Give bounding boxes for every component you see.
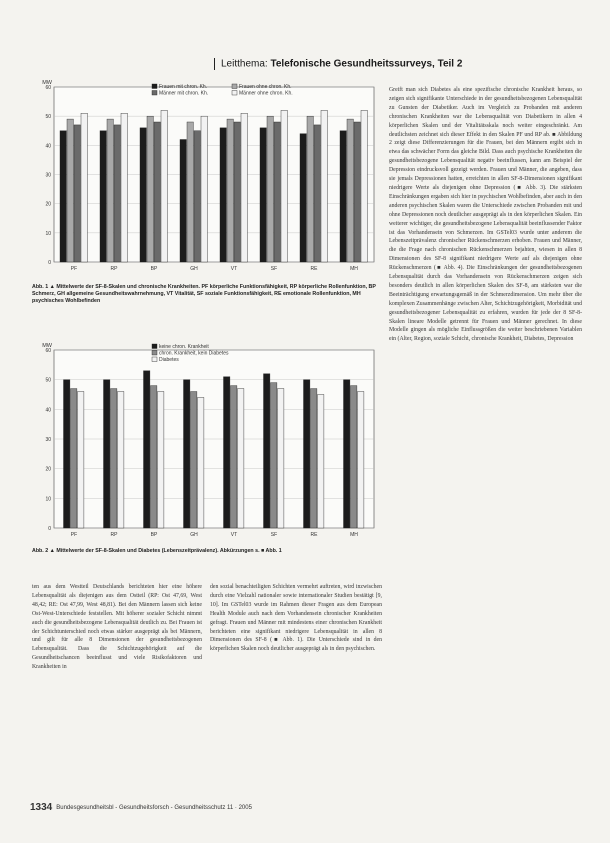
bar <box>318 395 324 529</box>
bar <box>238 389 244 528</box>
figure-2-caption: Abb. 2 ▲ Mittelwerte der SF-8-Skalen und Diabetes (Lebenszeitprävalenz). Abkürzungen s. ■ Abb. 1 <box>32 548 282 554</box>
bar <box>271 383 277 528</box>
bar <box>104 380 110 528</box>
x-tick-label: SF <box>270 532 278 538</box>
middle-text-column <box>210 583 382 793</box>
x-tick-label: GH <box>190 532 198 538</box>
bar <box>274 122 280 262</box>
bar <box>100 131 106 262</box>
bar <box>201 116 207 262</box>
y-tick-label: 10 <box>45 496 51 503</box>
bar <box>147 116 153 262</box>
bar <box>78 392 84 528</box>
x-tick-label: VT <box>230 266 238 272</box>
y-tick-label: 10 <box>45 230 51 237</box>
x-tick-label: PF <box>70 532 78 538</box>
bar <box>107 119 113 262</box>
running-header <box>214 58 462 70</box>
bar <box>260 128 266 262</box>
bar <box>67 119 73 262</box>
header-divider <box>214 58 215 70</box>
y-tick-label: 50 <box>45 377 51 384</box>
legend-swatch <box>152 91 157 96</box>
bar <box>158 392 164 528</box>
bar <box>71 389 77 528</box>
legend-label: Frauen mit chron. Kh. <box>159 84 208 91</box>
legend-swatch <box>232 91 237 96</box>
y-tick-label: 50 <box>45 114 51 121</box>
left-column-text: ten aus dem Westteil Deutschlands berichteten hier eine höhere Lebensqualität als diejenigen aus dem Ostteil (RP: Ost 47,69, West 48,42; RE: Ost 47,99, West 48,81). Bei den Männern lassen sich keine Ost-West-Unterschiede feststellen. Mit höherer sozialer Schicht nimmt auch die gesundheitsbezogene Lebensqualität deutlich zu. Bei Frauen ist der Schichtunterschied noch etwas stärker ausgeprägt als bei Männern, und gilt für alle 8 Dimensionen der gesundheitsbezogenen Lebensqualität. Dass die Schichtzugehörigkeit auf die Gesundheitschancen beeinflusst und viele Risikofaktoren und Krankheiten in <box>32 584 202 671</box>
legend-label: Frauen ohne chron. Kh. <box>239 84 292 91</box>
bar <box>74 125 80 262</box>
bar <box>231 386 237 528</box>
x-tick-label: VT <box>230 532 238 538</box>
left-text-column <box>32 583 202 793</box>
y-tick-label: 20 <box>45 201 51 208</box>
x-tick-label: BP <box>150 266 158 272</box>
y-axis-label: MW <box>42 343 52 349</box>
y-tick-label: 60 <box>45 85 51 91</box>
right-column-text: Greift man sich Diabetes als eine spezifische chronische Krankheit heraus, so zeigen sich signifikante Unterschiede in der gesundheitsbezogenen Lebensqualität zu Gunsten der Diabetiker. Auch im Vergleich zu Probanden mit anderen chronischen Krankheiten war die Lebensqualität von Diabetikern in allen 4 körperlichen Skalen und der Vitalitätsskala noch weiter eingeschränkt. Am deutlichsten zeichnet sich dieser Effekt in den Skalen PF und RP ab. ■ Abbildung 2 zeigt diese Differenzierungen für die Frauen, bei den Männern ergibt sich in etwa das schwächer Form das gleiche Bild. Dass auch psychische Krankheiten die gesundheitsbezogene Lebensqualität negativ beeinflussen, kann am Beispiel der Depression eindrucksvoll gezeigt werden. Frauen und Männer, die angeben, dass sie jemals Depressionen hatten, erreichten in allen SF-8-Dimensionen signifikant niedrigere Werte als diejenigen ohne Depression (■ Abb. 3). Die stärksten Einschränkungen ergaben sich hier in psychischen Wohlbefinden, aber auch in den anderen psychischen Skalen waren die Unterschiede zwischen Probanden mit und ohne Depressionen noch deutlicher ausgeprägt als in den körperlichen Skalen. Ein weiterer wichtiger, die gesundheitsbezogene Lebensqualität beeinflussender Faktor ist das Vorhandensein von Schmerzen. Im GSTel03 wurde unter anderem die Lebenszeitprävalenz chronischer Rückenschmerzen erhoben. Frauen und Männer, die die Frage nach chronischen Rückenschmerzen bejahten, wiesen in allen 8 Dimensionen des SF-8 signifikant niedrigere Werte auf als diejenigen ohne Rückenschmerzen (■ Abb. 4). Die Einschränkungen der gesundheitsbezogenen Lebensqualität durch das Vorhandensein von Rückenschmerzen zeigen sich besonders deutlich in allen körperlichen Skalen des SF-8, am stärksten war die Beeinträchtigung erwartungsgemäß in der Schmerzdimension. Um mehr über die komplexen Zusammenhänge zwischen Alter, Schichtzugehörigkeit, Morbidität und gesundheitsbezogener Lebensqualität zu erfahren, wurden für jede der 8 SF-8-Skalen lineare Modelle getrennt für Frauen und Männer gerechnet. In diese Modelle gingen als mögliche Einflussgrößen die weiter beschriebenen Variablen ein (Alter, Region, soziale Schicht, chronische Krankheit, Diabetes, Depression <box>389 87 582 343</box>
x-tick-label: RP <box>110 532 118 538</box>
right-text-column <box>389 86 582 792</box>
bar <box>151 386 157 528</box>
bar <box>224 377 230 528</box>
page-number: 1334 <box>30 802 53 813</box>
y-tick-label: 20 <box>45 466 51 473</box>
y-tick-label: 40 <box>45 407 51 414</box>
bar <box>220 128 226 262</box>
bar <box>234 122 240 262</box>
x-tick-label: PF <box>70 266 78 272</box>
page-footer <box>30 802 252 813</box>
figure-2-chart <box>32 340 382 550</box>
x-tick-label: RP <box>110 266 118 272</box>
y-tick-label: 30 <box>45 437 51 443</box>
x-tick-label: GH <box>190 266 198 272</box>
bar <box>354 122 360 262</box>
bar <box>111 389 117 528</box>
bar <box>194 131 200 262</box>
y-tick-label: 0 <box>48 260 51 266</box>
bar <box>351 386 357 528</box>
bar <box>307 116 313 262</box>
legend-label: chron. Krankheit, kein Diabetes <box>159 350 229 357</box>
journal-citation: Bundesgesundheitsbl - Gesundheitsforsch - Gesundheitsschutz 11 · 2005 <box>56 805 252 812</box>
legend-swatch <box>152 84 157 89</box>
bar <box>187 122 193 262</box>
bar <box>60 131 66 262</box>
bar <box>161 110 167 262</box>
x-tick-label: SF <box>270 266 278 272</box>
bar <box>121 113 127 262</box>
bar <box>311 389 317 528</box>
bar <box>180 140 186 263</box>
bar <box>154 122 160 262</box>
bar <box>227 119 233 262</box>
x-tick-label: RE <box>310 532 318 538</box>
bar <box>118 392 124 528</box>
header-section: Leitthema: <box>221 58 271 70</box>
bar <box>278 389 284 528</box>
middle-column-text: den sozial benachteiligten Schichten vermehrt auftreten, wird inzwischen durch eine Vielzahl nationaler sowie internationaler Studien bestätigt [9, 10]. Im GSTel03 wurde im Rahmen dieser Fragen aus dem European Health Module auch nach dem Vorhandensein chronischer Krankheiten gefragt. Frauen und Männer mit mindestens einer chronischen Krankheit berichteten eine signifikant niedrigere Lebensqualität in allen 8 Dimensionen des SF-8 (■ Abb. 1). Die Unterschiede sind in den körperlichen Skalen noch deutlicher ausgeprägt als in den psychischen. <box>210 584 382 653</box>
x-tick-label: MH <box>350 266 358 272</box>
bar <box>264 374 270 528</box>
x-tick-label: MH <box>350 532 358 538</box>
y-tick-label: 60 <box>45 348 51 354</box>
legend-swatch <box>232 84 237 89</box>
y-axis-label: MW <box>42 80 52 86</box>
bar <box>64 380 70 528</box>
bar <box>184 380 190 528</box>
bar <box>304 380 310 528</box>
header-title: Telefonische Gesundheitssurveys, Teil 2 <box>270 58 463 70</box>
x-tick-label: RE <box>310 266 318 272</box>
bar <box>300 134 306 262</box>
bar <box>198 397 204 528</box>
y-tick-label: 30 <box>45 172 51 179</box>
y-tick-label: 0 <box>48 526 51 532</box>
bar <box>361 110 367 262</box>
legend-swatch <box>152 357 157 362</box>
bar <box>340 131 346 262</box>
bar <box>358 392 364 528</box>
figure-1-caption: Abb. 1 ▲ Mittelwerte der SF-8-Skalen und chronische Krankheiten. PF körperliche Funktionsfähigkeit, RP körperliche Rollenfunktion, BP Schmerz, GH allgemeine Gesundheitswahrnehmung, VT Vitalität, SF soziale Funktionsfähigkeit, RE emotionale Rollenfunktion, MH psychisches Wohlbefinden <box>32 284 376 304</box>
y-tick-label: 40 <box>45 143 51 150</box>
bar <box>81 113 87 262</box>
legend-label: keine chron. Krankheit <box>159 344 209 351</box>
x-tick-label: BP <box>150 532 158 538</box>
bar <box>140 128 146 262</box>
bar <box>191 392 197 528</box>
legend-label: Diabetes <box>159 357 179 364</box>
bar <box>267 116 273 262</box>
legend-swatch <box>152 351 157 356</box>
figure-1-chart <box>32 80 382 280</box>
bar <box>281 110 287 262</box>
bar <box>347 119 353 262</box>
bar <box>144 371 150 528</box>
bar <box>344 380 350 528</box>
bar <box>241 113 247 262</box>
bar <box>114 125 120 262</box>
legend-swatch <box>152 344 157 349</box>
legend-label: Männer mit chron. Kh. <box>159 90 209 97</box>
legend-label: Männer ohne chron. Kh. <box>239 90 293 97</box>
bar <box>321 110 327 262</box>
bar <box>314 125 320 262</box>
